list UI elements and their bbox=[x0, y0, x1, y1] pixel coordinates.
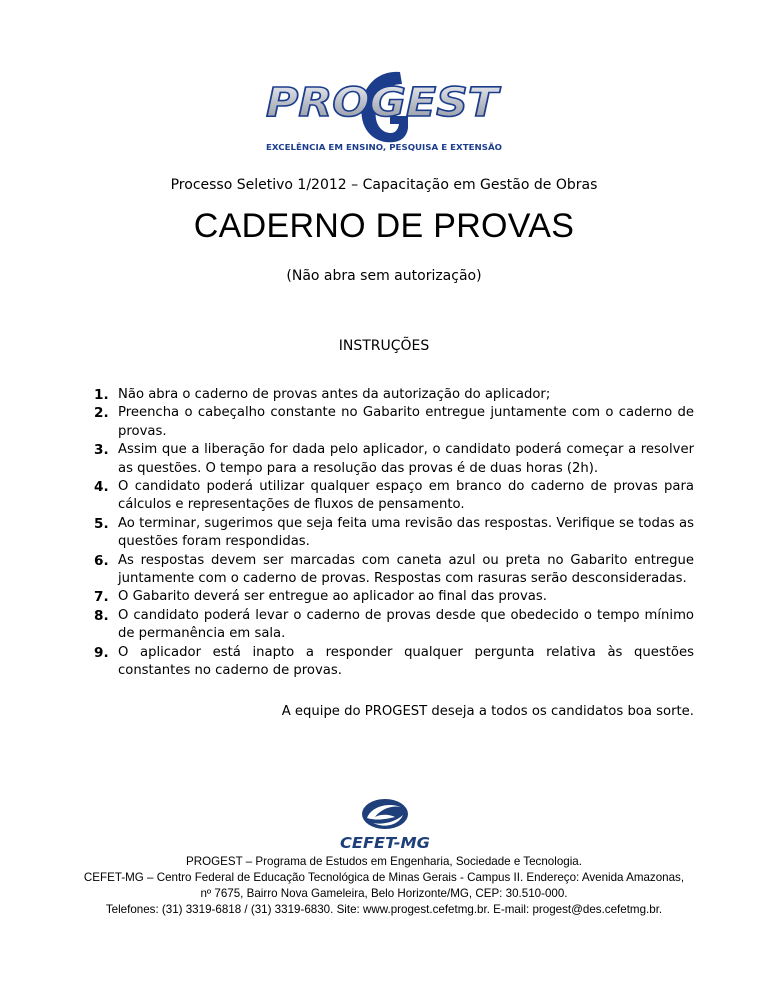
item-text: O candidato poderá levar o caderno de provas desde que obedecido o tempo mínimo de permanência em sala. bbox=[118, 607, 694, 642]
footer-line: nº 7675, Bairro Nova Gameleira, Belo Horizonte/MG, CEP: 30.510-000. bbox=[200, 887, 568, 900]
list-item bbox=[80, 607, 694, 644]
item-text: O candidato poderá utilizar qualquer espaço em branco do caderno de provas para cálculos e representações de fluxos de pensamento. bbox=[118, 479, 694, 513]
instructions-list bbox=[80, 386, 694, 681]
item-text: Assim que a liberação for dada pelo aplicador, o candidato poderá começar a resolver as questões. O tempo para a resolução das provas é de duas horas (2h). bbox=[118, 442, 694, 476]
item-number: 8. bbox=[94, 607, 109, 624]
cefet-mg-logo bbox=[337, 795, 433, 851]
instructions-heading: INSTRUÇÕES bbox=[338, 338, 430, 354]
footer bbox=[0, 854, 768, 918]
progest-logo bbox=[262, 66, 506, 158]
list-item bbox=[80, 588, 694, 606]
footer-line: PROGEST – Programa de Estudos em Engenharia, Sociedade e Tecnologia. bbox=[186, 855, 582, 868]
footer-line: Telefones: (31) 3319-6818 / (31) 3319-6830. Site: www.progest.cefetmg.br. E-mail: progest@des.cefetmg.br. bbox=[105, 903, 663, 916]
list-item bbox=[80, 441, 694, 478]
item-text: O Gabarito deverá ser entregue ao aplicador ao final das provas. bbox=[118, 589, 547, 605]
item-text: Não abra o caderno de provas antes da autorização do aplicador; bbox=[118, 387, 551, 402]
logo-tagline: EXCELÊNCIA EM ENSINO, PESQUISA E EXTENSÃO bbox=[266, 142, 493, 152]
list-item bbox=[80, 644, 694, 681]
list-item bbox=[80, 386, 694, 404]
page-title: CADERNO DE PROVAS bbox=[193, 207, 575, 245]
authorization-notice: (Não abra sem autorização) bbox=[286, 268, 482, 284]
closing-message: A equipe do PROGEST deseja a todos os candidatos boa sorte. bbox=[281, 704, 694, 719]
item-number: 9. bbox=[94, 644, 109, 661]
item-number: 1. bbox=[94, 387, 109, 403]
item-number: 7. bbox=[94, 589, 109, 606]
list-item bbox=[80, 478, 694, 515]
item-text: O aplicador está inapto a responder qualquer pergunta relativa às questões constantes no caderno de provas. bbox=[118, 644, 694, 679]
item-number: 3. bbox=[94, 442, 109, 459]
item-text: Preencha o cabeçalho constante no Gabarito entregue juntamente com o caderno de provas. bbox=[118, 405, 694, 439]
item-number: 4. bbox=[94, 479, 109, 496]
item-number: 6. bbox=[94, 552, 109, 569]
list-item bbox=[80, 515, 694, 552]
exam-subtitle: Processo Seletivo 1/2012 – Capacitação em Gestão de Obras bbox=[170, 177, 598, 193]
logo-wordmark: PROGEST bbox=[266, 80, 501, 126]
list-item bbox=[80, 552, 694, 589]
item-text: Ao terminar, sugerimos que seja feita uma revisão das respostas. Verifique se todas as questões foram respondidas. bbox=[118, 515, 694, 550]
item-number: 5. bbox=[94, 515, 109, 532]
item-text: As respostas devem ser marcadas com caneta azul ou preta no Gabarito entregue juntamente com o caderno de provas. Respostas com rasuras serão desconsideradas. bbox=[118, 552, 694, 587]
list-item bbox=[80, 404, 694, 441]
footer-line: CEFET-MG – Centro Federal de Educação Tecnológica de Minas Gerais - Campus II. Endereço: Avenida Amazonas, bbox=[83, 871, 685, 884]
logo-cefet-text: CEFET-MG bbox=[340, 834, 430, 851]
item-number: 2. bbox=[94, 405, 109, 422]
